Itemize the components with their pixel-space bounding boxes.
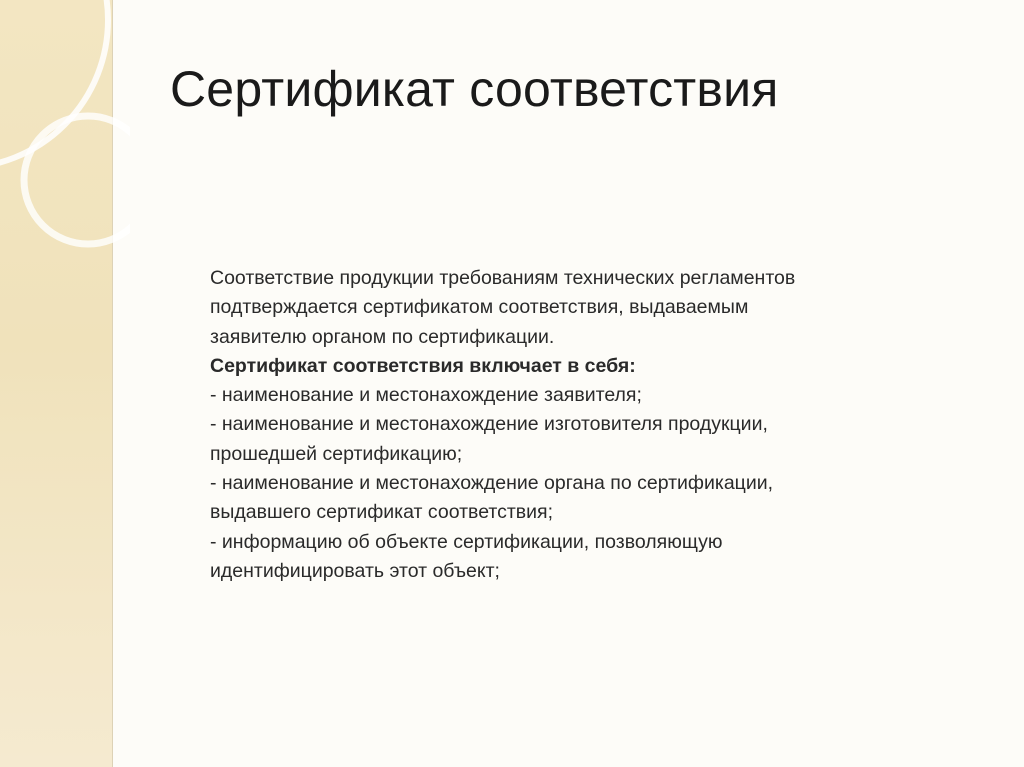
body-text-line: - информацию об объекте сертификации, позволяющую [210, 530, 723, 553]
ring-outer-arc [0, 0, 108, 168]
body-text-line: идентифицировать этот объект; [210, 559, 500, 582]
body-text-line: - наименование и местонахождение заявителя; [210, 384, 642, 407]
body-text-line: выдавшего сертификат соответствия; [210, 501, 554, 524]
body-text-line: Соответствие продукции требованиям технических регламентов [210, 267, 796, 289]
body-text-line: прошедшей сертификацию; [210, 442, 463, 465]
body-text-line: - наименование и местонахождение изготовителя продукции, [210, 413, 768, 436]
body-text-line: - наименование и местонахождение органа по сертификации, [210, 472, 774, 495]
slide-body [210, 264, 1000, 586]
body-subheading: Сертификат соответствия включает в себя: [210, 354, 636, 377]
ring-lower [24, 116, 130, 244]
slide-title: Сертификат соответствия [170, 61, 779, 117]
body-text-line: заявителю органом по сертификации. [210, 325, 555, 348]
body-text-line: подтверждается сертификатом соответствия, выдаваемым [210, 296, 749, 319]
decorative-rings [0, 0, 130, 290]
